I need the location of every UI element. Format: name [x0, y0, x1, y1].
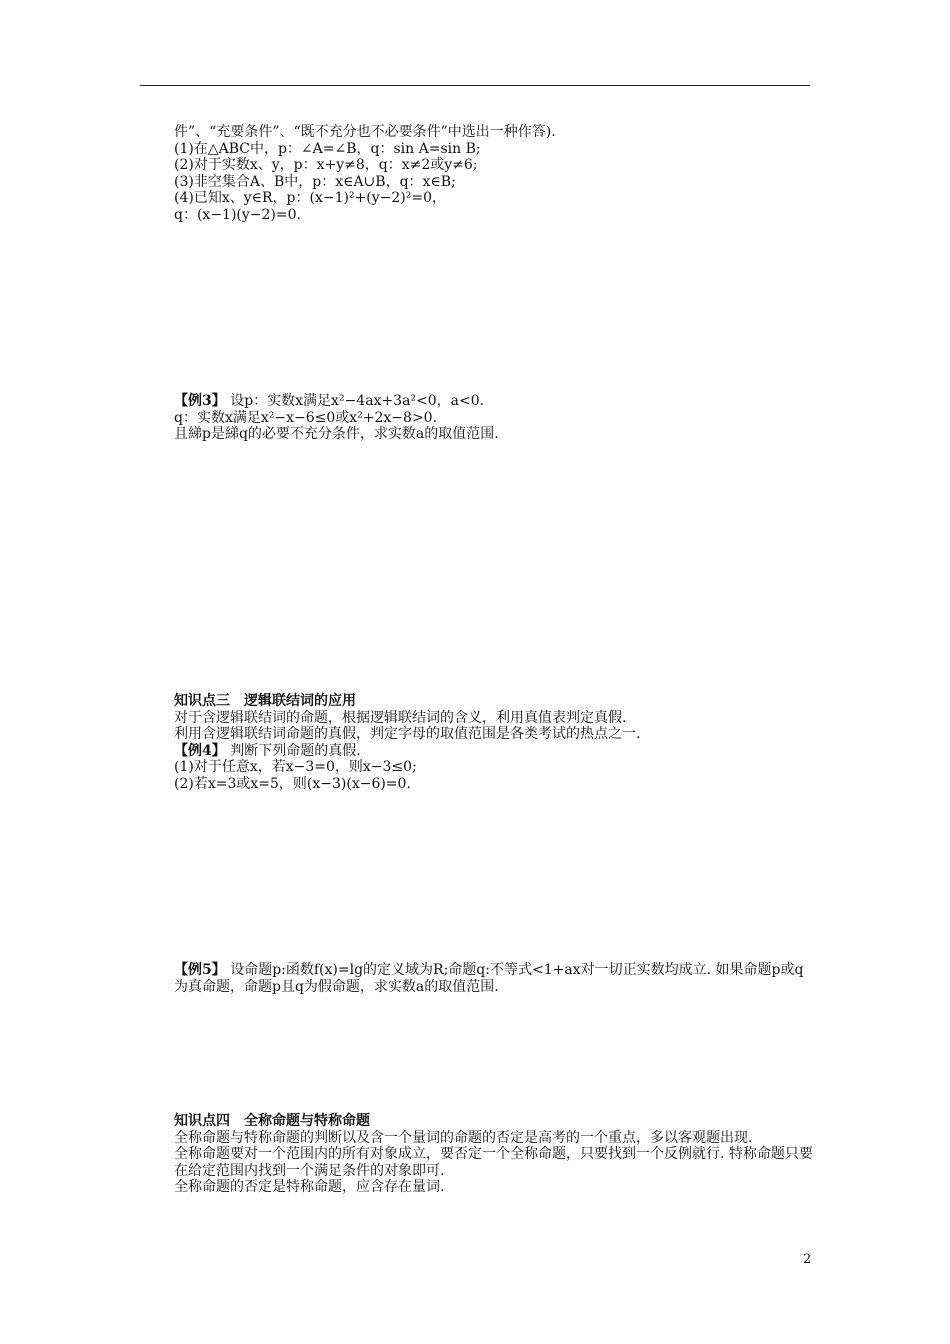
example-3	[174, 393, 814, 443]
section-3-paragraph: 对于含逻辑联结词的命题，根据逻辑联结词的含义，利用真值表判定真假.	[174, 709, 627, 726]
example-4-item-1: (1)对于任意x，若x−3=0，则x−3≤0;	[174, 759, 417, 775]
exercise-line: (2)对于实数x、y，p：x+y≠8，q：x≠2或y≠6;	[174, 157, 478, 173]
exercise-line: (3)非空集合A、B中，p：x∈A∪B，q：x∈B;	[174, 173, 456, 190]
header-rule	[140, 85, 810, 86]
section-3-paragraph: 利用含逻辑联结词命题的真假，判定字母的取值范围是各类考试的热点之一.	[174, 726, 641, 742]
example-3-tag: 【例3】	[174, 393, 226, 409]
example-3-line-2: q：实数x满足x²−x−6≤0或x²+2x−8>0.	[174, 409, 438, 426]
section-4	[174, 1113, 814, 1196]
exercise-line: (4)已知x、y∈R，p：(x−1)²+(y−2)²=0，	[174, 190, 447, 206]
exercise-line: (1)在△ABC中，p：∠A=∠B，q：sin A=sin B;	[174, 140, 481, 157]
example-5-text: 设命题p:函数f(x)=lg的定义域为R;命题q:不等式<1+ax对一切正实数均成立. 如果命题p或q为真命题，命题p且q为假命题，求实数a的取值范围.	[174, 962, 804, 995]
exercise-line: 件”、“充要条件”、“既不充分也不必要条件”中选出一种作答).	[174, 124, 556, 140]
example-4-tag: 【例4】	[174, 742, 226, 759]
example-4-item-2: (2)若x=3或x=5，则(x−3)(x−6)=0.	[174, 775, 411, 792]
page-number: 2	[803, 1252, 812, 1267]
section-4-paragraph: 全称命题的否定是特称命题，应含存在量词.	[174, 1179, 445, 1195]
example-4-text: 判断下列命题的真假.	[225, 742, 361, 759]
section-4-paragraph: 全称命题要对一个范围内的所有对象成立，要否定一个全称命题，只要找到一个反例就行. 特称命题只要在给定范围内找到一个满足条件的对象即可.	[174, 1146, 813, 1179]
exercise-line: q：(x−1)(y−2)=0.	[174, 206, 301, 223]
section-4-heading: 知识点四 全称命题与特称命题	[174, 1113, 370, 1129]
section-4-paragraph: 全称命题与特称命题的判断以及含一个量词的命题的否定是高考的一个重点，多以客观题出现.	[174, 1129, 753, 1146]
section-3-heading: 知识点三 逻辑联结词的应用	[174, 693, 356, 709]
example-3-line-1: 设p：实数x满足x²−4ax+3a²<0，a<0.	[225, 393, 485, 409]
exercise-items	[174, 124, 814, 223]
section-3	[174, 693, 814, 792]
example-5	[174, 962, 814, 995]
example-3-line-3: 且綈p是綈q的必要不充分条件，求实数a的取值范围.	[174, 426, 499, 442]
example-5-tag: 【例5】	[174, 962, 226, 978]
